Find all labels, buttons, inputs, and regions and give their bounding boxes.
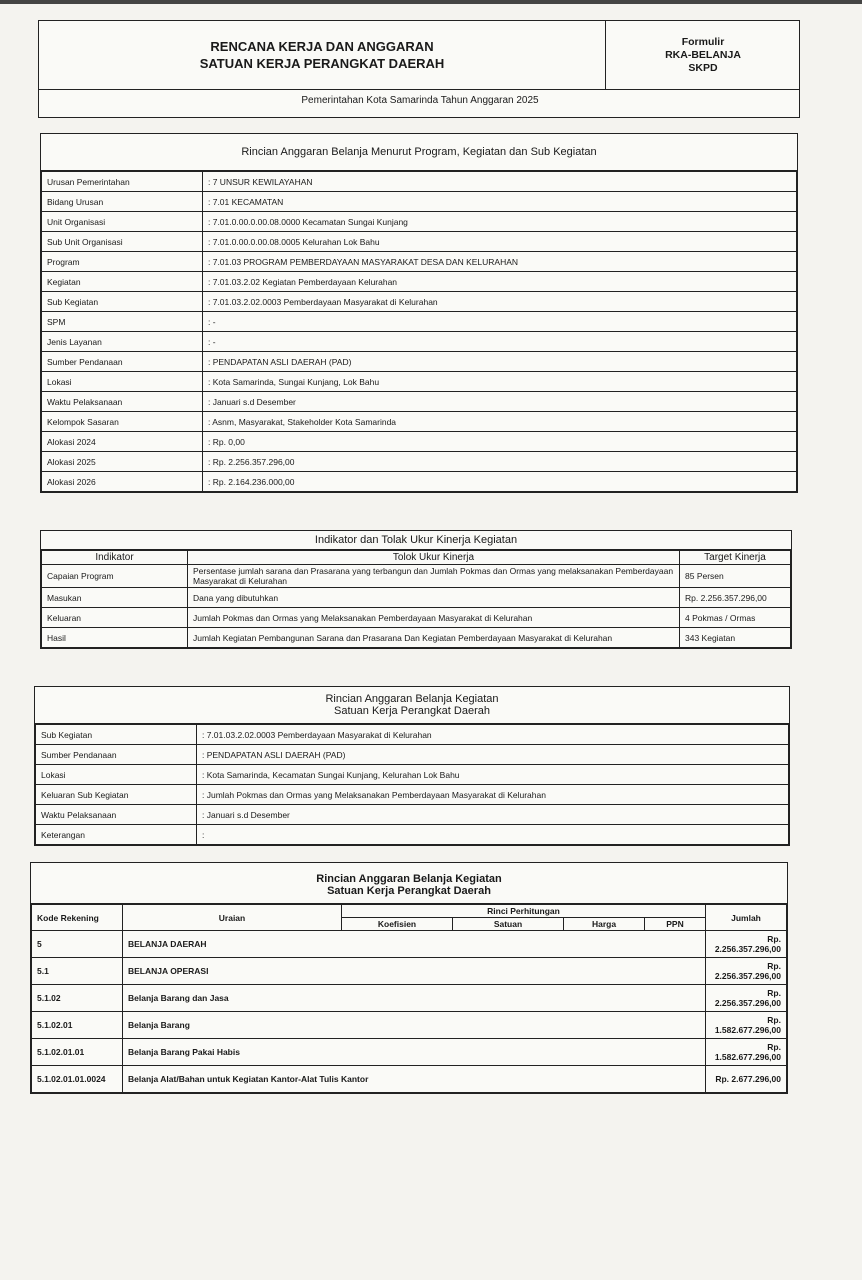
- belanja-jumlah-line1: Rp.: [767, 934, 781, 944]
- program-row-value: : 7.01.0.00.0.00.08.0005 Kelurahan Lok Bahu: [203, 232, 797, 252]
- program-row-value: : 7.01.03.2.02 Kegiatan Pemberdayaan Kelurahan: [203, 272, 797, 292]
- program-row-value: : 7.01.03.2.02.0003 Pemberdayaan Masyarakat di Kelurahan: [203, 292, 797, 312]
- kegiatan-row: [36, 825, 789, 845]
- kegiatan-row: [36, 785, 789, 805]
- indikator-target: 4 Pokmas / Ormas: [680, 608, 791, 628]
- kegiatan-row-value: : Januari s.d Desember: [197, 805, 789, 825]
- kegiatan-row-label: Sub Kegiatan: [36, 725, 197, 745]
- formulir-label: Formulir: [681, 35, 725, 48]
- program-row: [42, 212, 797, 232]
- indikator-tolok-ukur: Dana yang dibutuhkan: [188, 588, 680, 608]
- indikator-target: 85 Persen: [680, 565, 791, 588]
- program-row-value: : Kota Samarinda, Sungai Kunjang, Lok Bahu: [203, 372, 797, 392]
- program-row: [42, 372, 797, 392]
- belanja-jumlah: [706, 985, 787, 1012]
- kegiatan-row-value: : 7.01.03.2.02.0003 Pemberdayaan Masyarakat di Kelurahan: [197, 725, 789, 745]
- belanja-uraian: Belanja Barang Pakai Habis: [123, 1039, 706, 1066]
- col-tolok-ukur: Tolok Ukur Kinerja: [188, 551, 680, 565]
- indikator-section: [40, 530, 792, 649]
- belanja-jumlah-line2: 2.256.357.296,00: [714, 944, 781, 954]
- program-row-value: : 7.01.03 PROGRAM PEMBERDAYAAN MASYARAKAT DESA DAN KELURAHAN: [203, 252, 797, 272]
- belanja-kode: 5.1.02.01.01: [32, 1039, 123, 1066]
- kegiatan-row-label: Lokasi: [36, 765, 197, 785]
- col-harga: Harga: [564, 918, 645, 931]
- kegiatan-row-value: :: [197, 825, 789, 845]
- col-target: Target Kinerja: [680, 551, 791, 565]
- formulir-code: RKA-BELANJA: [665, 48, 741, 61]
- belanja-jumlah-line1: Rp. 2.677.296,00: [715, 1074, 781, 1084]
- indikator-name: Capaian Program: [42, 565, 188, 588]
- belanja-jumlah: [706, 1039, 787, 1066]
- belanja-jumlah-line2: 1.582.677.296,00: [714, 1052, 781, 1062]
- program-row-value: : Rp. 2.256.357.296,00: [203, 452, 797, 472]
- program-row-label: Alokasi 2024: [42, 432, 203, 452]
- program-row: [42, 392, 797, 412]
- col-ppn: PPN: [645, 918, 706, 931]
- rincian-kegiatan-table: [35, 724, 789, 845]
- document-subtitle: Pemerintahan Kota Samarinda Tahun Anggaran 2025: [301, 95, 539, 106]
- rincian-belanja-title-line1: Rincian Anggaran Belanja Kegiatan: [316, 873, 502, 885]
- program-row: [42, 292, 797, 312]
- belanja-row: [32, 985, 787, 1012]
- indikator-tolok-ukur: Jumlah Kegiatan Pembangunan Sarana dan Prasarana Dan Kegiatan Pemberdayaan Masyarakat di Kelurahan: [188, 628, 680, 648]
- belanja-jumlah-line1: Rp.: [767, 1015, 781, 1025]
- belanja-uraian: Belanja Alat/Bahan untuk Kegiatan Kantor-Alat Tulis Kantor: [123, 1066, 706, 1093]
- col-uraian: Uraian: [123, 905, 342, 931]
- program-row-label: Lokasi: [42, 372, 203, 392]
- belanja-jumlah-line2: 2.256.357.296,00: [714, 971, 781, 981]
- indikator-name: Masukan: [42, 588, 188, 608]
- indikator-title: Indikator dan Tolak Ukur Kinerja Kegiatan: [41, 531, 791, 550]
- kegiatan-row: [36, 745, 789, 765]
- col-jumlah: Jumlah: [706, 905, 787, 931]
- program-row: [42, 472, 797, 492]
- belanja-uraian: BELANJA DAERAH: [123, 931, 706, 958]
- belanja-uraian: BELANJA OPERASI: [123, 958, 706, 985]
- program-row-value: : -: [203, 312, 797, 332]
- program-row-label: Alokasi 2025: [42, 452, 203, 472]
- rincian-belanja-section: [30, 862, 788, 1094]
- program-row: [42, 312, 797, 332]
- belanja-kode: 5.1.02.01.01.0024: [32, 1066, 123, 1093]
- belanja-jumlah-line1: Rp.: [767, 1042, 781, 1052]
- program-row: [42, 452, 797, 472]
- indikator-table: [41, 550, 791, 648]
- program-row-label: Urusan Pemerintahan: [42, 172, 203, 192]
- program-row: [42, 232, 797, 252]
- belanja-row: [32, 1012, 787, 1039]
- indikator-row: [42, 588, 791, 608]
- kegiatan-row-value: : PENDAPATAN ASLI DAERAH (PAD): [197, 745, 789, 765]
- kegiatan-row-value: : Jumlah Pokmas dan Ormas yang Melaksanakan Pemberdayaan Masyarakat di Kelurahan: [197, 785, 789, 805]
- document-header: [38, 20, 800, 118]
- belanja-jumlah-line2: 2.256.357.296,00: [714, 998, 781, 1008]
- belanja-jumlah-line2: 1.582.677.296,00: [714, 1025, 781, 1035]
- belanja-kode: 5.1: [32, 958, 123, 985]
- belanja-jumlah-line1: Rp.: [767, 988, 781, 998]
- kegiatan-row: [36, 765, 789, 785]
- formulir-unit: SKPD: [688, 61, 718, 74]
- belanja-kode: 5.1.02.01: [32, 1012, 123, 1039]
- indikator-target: Rp. 2.256.357.296,00: [680, 588, 791, 608]
- belanja-jumlah: [706, 931, 787, 958]
- document-title-line1: RENCANA KERJA DAN ANGGARAN: [210, 39, 434, 54]
- rincian-program-table: [41, 171, 797, 492]
- program-row-value: : Rp. 2.164.236.000,00: [203, 472, 797, 492]
- program-row: [42, 272, 797, 292]
- belanja-jumlah-line1: Rp.: [767, 961, 781, 971]
- indikator-tolok-ukur: Jumlah Pokmas dan Ormas yang Melaksanakan Pemberdayaan Masyarakat di Kelurahan: [188, 608, 680, 628]
- document-title-line2: SATUAN KERJA PERANGKAT DAERAH: [199, 56, 445, 71]
- program-row: [42, 412, 797, 432]
- rincian-kegiatan-title-line2: Satuan Kerja Perangkat Daerah: [334, 705, 490, 717]
- indikator-tolok-ukur: Persentase jumlah sarana dan Prasarana yang terbangun dan Jumlah Pokmas dan Ormas yang melaksanakan Pemberdayaan Masyarakat di Kelurahan: [188, 565, 680, 588]
- belanja-row: [32, 1039, 787, 1066]
- belanja-jumlah: [706, 1066, 787, 1093]
- col-koefisien: Koefisien: [342, 918, 453, 931]
- kegiatan-row-label: Sumber Pendanaan: [36, 745, 197, 765]
- col-rinci-perhitungan: Rinci Perhitungan: [342, 905, 706, 918]
- program-row-label: Jenis Layanan: [42, 332, 203, 352]
- belanja-jumlah: [706, 958, 787, 985]
- program-row-value: : Januari s.d Desember: [203, 392, 797, 412]
- program-row-value: : Rp. 0,00: [203, 432, 797, 452]
- program-row-label: Kegiatan: [42, 272, 203, 292]
- program-row-label: Alokasi 2026: [42, 472, 203, 492]
- indikator-target: 343 Kegiatan: [680, 628, 791, 648]
- belanja-jumlah: [706, 1012, 787, 1039]
- col-satuan: Satuan: [453, 918, 564, 931]
- kegiatan-row: [36, 805, 789, 825]
- program-row: [42, 352, 797, 372]
- rincian-program-title: Rincian Anggaran Belanja Menurut Program, Kegiatan dan Sub Kegiatan: [41, 134, 797, 171]
- program-row-label: Unit Organisasi: [42, 212, 203, 232]
- program-row-value: : 7.01.0.00.0.00.08.0000 Kecamatan Sungai Kunjang: [203, 212, 797, 232]
- program-row-label: SPM: [42, 312, 203, 332]
- kegiatan-row-label: Keterangan: [36, 825, 197, 845]
- belanja-kode: 5: [32, 931, 123, 958]
- indikator-name: Keluaran: [42, 608, 188, 628]
- program-row: [42, 332, 797, 352]
- program-row-value: : PENDAPATAN ASLI DAERAH (PAD): [203, 352, 797, 372]
- program-row: [42, 192, 797, 212]
- program-row-label: Program: [42, 252, 203, 272]
- program-row: [42, 252, 797, 272]
- program-row-label: Waktu Pelaksanaan: [42, 392, 203, 412]
- indikator-row: [42, 565, 791, 588]
- belanja-uraian: Belanja Barang dan Jasa: [123, 985, 706, 1012]
- belanja-row: [32, 931, 787, 958]
- rincian-kegiatan-title-line1: Rincian Anggaran Belanja Kegiatan: [325, 693, 499, 705]
- col-kode-rekening: Kode Rekening: [32, 905, 123, 931]
- indikator-name: Hasil: [42, 628, 188, 648]
- belanja-row: [32, 1066, 787, 1093]
- program-row-value: : Asnm, Masyarakat, Stakeholder Kota Samarinda: [203, 412, 797, 432]
- rincian-belanja-title-line2: Satuan Kerja Perangkat Daerah: [327, 885, 491, 897]
- program-row-label: Sub Kegiatan: [42, 292, 203, 312]
- scan-top-edge: [0, 0, 862, 4]
- program-row: [42, 172, 797, 192]
- program-row-value: : 7 UNSUR KEWILAYAHAN: [203, 172, 797, 192]
- kegiatan-row-value: : Kota Samarinda, Kecamatan Sungai Kunjang, Kelurahan Lok Bahu: [197, 765, 789, 785]
- kegiatan-row-label: Waktu Pelaksanaan: [36, 805, 197, 825]
- rincian-belanja-table: [31, 904, 787, 1093]
- program-row-value: : 7.01 KECAMATAN: [203, 192, 797, 212]
- kegiatan-row-label: Keluaran Sub Kegiatan: [36, 785, 197, 805]
- col-indikator: Indikator: [42, 551, 188, 565]
- program-row-label: Sumber Pendanaan: [42, 352, 203, 372]
- program-row-label: Bidang Urusan: [42, 192, 203, 212]
- belanja-uraian: Belanja Barang: [123, 1012, 706, 1039]
- kegiatan-row: [36, 725, 789, 745]
- belanja-row: [32, 958, 787, 985]
- program-row-label: Sub Unit Organisasi: [42, 232, 203, 252]
- indikator-row: [42, 628, 791, 648]
- indikator-row: [42, 608, 791, 628]
- rincian-program-section: [40, 133, 798, 493]
- program-row-label: Kelompok Sasaran: [42, 412, 203, 432]
- program-row-value: : -: [203, 332, 797, 352]
- program-row: [42, 432, 797, 452]
- belanja-kode: 5.1.02: [32, 985, 123, 1012]
- rincian-kegiatan-section: [34, 686, 790, 846]
